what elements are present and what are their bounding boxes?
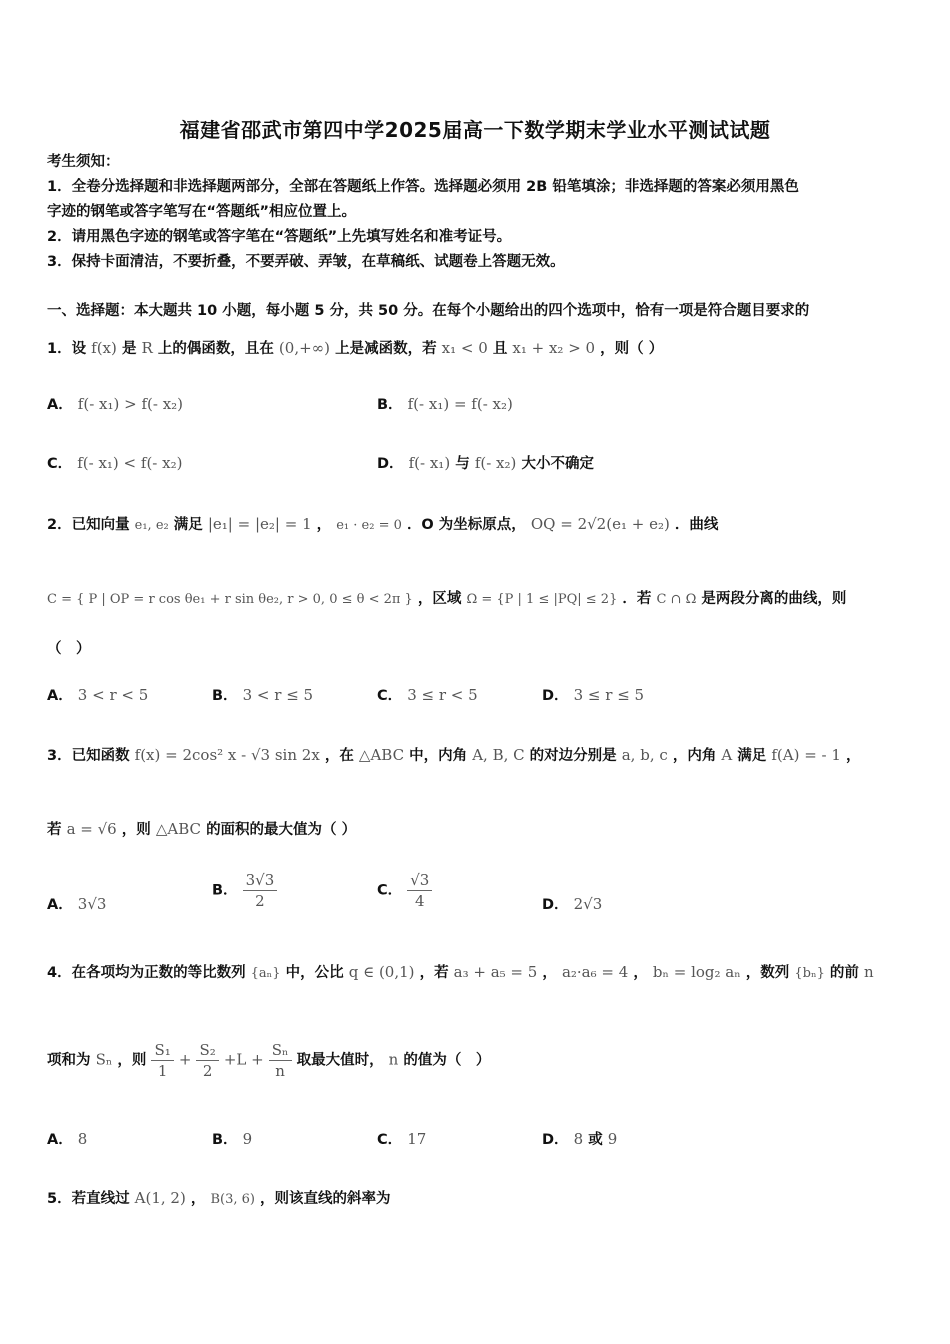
q3-option-a — [47, 893, 106, 914]
fraction-denominator: 2 — [202, 1062, 213, 1080]
q4-math: q ∈ (0,1) — [348, 963, 415, 981]
q3-text: 3．已知函数 — [47, 748, 130, 764]
q1-math: f(x) — [91, 339, 117, 357]
q1-text: ，则（ ） — [600, 341, 664, 357]
question-4 — [47, 962, 874, 984]
q2-text: 满足 — [173, 517, 203, 533]
q3-math: △ABC — [155, 820, 201, 838]
option-math: 3 < r ≤ 5 — [242, 686, 314, 704]
q3-math: f(A) = - 1 — [771, 746, 841, 764]
option-math: 8 — [77, 1130, 88, 1148]
fraction-numerator: 3√3 — [243, 870, 278, 891]
q1-text: 上是减函数，若 — [335, 341, 437, 357]
q2-math: e₁ · e₂ = 0 — [336, 518, 402, 533]
question-1 — [47, 338, 663, 359]
question-4-line-2 — [47, 1040, 490, 1081]
q4-text: 的值为（ ） — [403, 1052, 491, 1069]
q1-option-b — [377, 393, 513, 414]
q1-option-d — [377, 452, 594, 473]
option-label: B． — [377, 397, 403, 413]
option-label: D． — [542, 688, 569, 704]
q4-text: ，数列 — [745, 965, 790, 981]
q4-text: 项和为 — [47, 1052, 91, 1069]
q3-text: 若 — [47, 822, 62, 838]
fraction-numerator: S₂ — [196, 1040, 218, 1061]
q4-math: + — [178, 1050, 192, 1069]
q3-text: ，则 — [121, 822, 151, 838]
q4-text: ， — [542, 965, 557, 981]
q4-option-c — [377, 1128, 426, 1149]
option-math: f(- x₂) — [474, 454, 517, 472]
q4-text: ， — [633, 965, 648, 981]
option-math: f(- x₁) > f(- x₂) — [77, 395, 184, 413]
option-label: A． — [47, 688, 73, 704]
q4-math: n — [863, 963, 874, 981]
q2-math: |e₁| = |e₂| = 1 — [207, 515, 312, 533]
q4-text: ，若 — [419, 965, 449, 981]
option-label: C． — [47, 456, 73, 472]
q1-math: (0,+∞) — [278, 339, 331, 357]
q3-text: 满足 — [737, 748, 767, 764]
q4-text: 取最大值时， — [296, 1052, 384, 1069]
fraction-denominator: n — [275, 1062, 285, 1080]
q2-math: C ∩ Ω — [656, 592, 697, 607]
q3-text: ，在 — [324, 748, 354, 764]
q2-math: OQ = 2√2(e₁ + e₂) — [530, 515, 670, 533]
option-math: f(- x₁) — [408, 454, 451, 472]
question-3 — [47, 745, 861, 766]
q4-text: 4．在各项均为正数的等比数列 — [47, 965, 246, 981]
q3-option-b — [212, 870, 277, 911]
q1-option-a — [47, 393, 183, 414]
q3-option-c — [377, 870, 432, 911]
q1-math: x₁ < 0 — [441, 339, 488, 357]
q4-math: Sₙ — [95, 1050, 113, 1069]
option-label: B． — [212, 1132, 238, 1148]
q2-text: ．若 — [622, 591, 652, 607]
q2-text: ．曲线 — [674, 517, 719, 533]
q3-text: ，内角 — [672, 748, 717, 764]
option-label: A． — [47, 897, 73, 913]
question-2 — [47, 514, 718, 536]
q2-text: ．O 为坐标原点， — [406, 517, 526, 533]
notice-line-1a: 1．全卷分选择题和非选择题两部分，全部在答题纸上作答。选择题必须用 2B 铅笔填涂；非选择题的答案必须用黑色 — [47, 179, 799, 195]
q3-math: A — [721, 746, 733, 764]
q3-text: 的面积的最大值为（ ） — [206, 822, 357, 838]
option-math: 9 — [607, 1130, 618, 1148]
q5-text: ，则该直线的斜率为 — [260, 1191, 391, 1207]
q4-math: bₙ = log₂ aₙ — [652, 963, 741, 981]
q5-text: ， — [190, 1191, 206, 1207]
q2-option-d — [542, 684, 644, 705]
fraction — [196, 1040, 218, 1081]
question-2-line-2 — [47, 589, 846, 610]
option-math: 17 — [407, 1130, 427, 1148]
q2-math: Ω = {P | 1 ≤ |PQ| ≤ 2} — [466, 592, 618, 607]
option-math: f(- x₁) < f(- x₂) — [77, 454, 183, 472]
fraction — [407, 870, 432, 911]
q2-math: C = { P | OP = r cos θe₁ + r sin θe₂, r > 0, 0 ≤ θ < 2π } — [47, 592, 413, 607]
q2-math: e₁, e₂ — [134, 518, 169, 533]
q5-text: 5．若直线过 — [47, 1191, 130, 1207]
q3-math: a = √6 — [66, 820, 117, 838]
fraction — [269, 1040, 292, 1081]
q3-math: f(x) = 2cos² x - √3 sin 2x — [134, 746, 320, 764]
q1-text: 是 — [121, 341, 137, 357]
q1-math: x₁ + x₂ > 0 — [512, 339, 596, 357]
fraction-numerator: S₁ — [151, 1040, 173, 1061]
option-math: 3 < r < 5 — [77, 686, 149, 704]
q1-text: 1．设 — [47, 341, 87, 357]
q4-text: ，则 — [117, 1052, 147, 1069]
option-text: 或 — [588, 1132, 603, 1148]
option-label: A． — [47, 397, 73, 413]
fraction-denominator: 2 — [255, 892, 265, 910]
option-math: f(- x₁) = f(- x₂) — [407, 395, 513, 413]
q2-text: 2．已知向量 — [47, 517, 130, 533]
q3-math: a, b, c — [621, 746, 668, 764]
option-label: A． — [47, 1132, 73, 1148]
option-label: B． — [212, 688, 238, 704]
option-label: D． — [377, 456, 404, 472]
q1-text: 且 — [492, 341, 508, 357]
q4-math: {aₙ} — [250, 966, 281, 981]
fraction-denominator: 4 — [415, 892, 425, 910]
q1-math: R — [141, 339, 153, 357]
fraction-numerator: Sₙ — [269, 1040, 292, 1061]
section-heading: 一、选择题：本大题共 10 小题，每小题 5 分，共 50 分。在每个小题给出的四个选项中，恰有一项是符合题目要求的 — [47, 303, 810, 319]
q4-text: 中，公比 — [285, 965, 344, 981]
q4-math: +L + — [223, 1050, 264, 1069]
q3-text: 中，内角 — [409, 748, 468, 764]
q3-math: △ABC — [358, 746, 405, 764]
notice-line-1b: 字迹的钢笔或答字笔写在“答题纸”相应位置上。 — [47, 204, 357, 220]
q4-math: {bₙ} — [794, 966, 825, 981]
q4-math: a₃ + a₅ = 5 — [453, 963, 538, 981]
option-math: 8 — [573, 1130, 584, 1148]
q1-option-c — [47, 452, 182, 473]
q2-text: ， — [316, 517, 332, 533]
option-text: 与 — [455, 456, 470, 472]
page-title: 福建省邵武市第四中学2025届高一下数学期末学业水平测试试题 — [179, 118, 771, 142]
fraction-numerator: √3 — [407, 870, 432, 891]
option-math: 9 — [242, 1130, 253, 1148]
q4-option-d — [542, 1128, 617, 1149]
q2-option-b — [212, 684, 313, 705]
question-2-paren: （ ） — [47, 641, 91, 657]
q2-text: ，区域 — [417, 591, 462, 607]
notice-line-2: 2．请用黑色字迹的钢笔或答字笔在“答题纸”上先填写姓名和准考证号。 — [47, 229, 512, 245]
option-label: C． — [377, 1132, 403, 1148]
q2-text: 是两段分离的曲线，则 — [701, 591, 847, 607]
option-label: C． — [377, 688, 403, 704]
option-label: D． — [542, 1132, 569, 1148]
q5-math: B(3, 6) — [210, 1192, 255, 1207]
q4-text: 的前 — [829, 965, 859, 981]
q5-math: A(1, 2) — [134, 1189, 186, 1207]
q3-option-d — [542, 893, 602, 914]
q1-text: 上的偶函数，且在 — [157, 341, 274, 357]
fraction-denominator: 1 — [157, 1062, 168, 1080]
option-math: 3 ≤ r ≤ 5 — [573, 686, 645, 704]
q4-option-b — [212, 1128, 252, 1149]
notice-heading: 考生须知： — [47, 154, 120, 170]
option-label: D． — [542, 897, 569, 913]
q2-option-a — [47, 684, 148, 705]
option-math: 3 ≤ r < 5 — [407, 686, 478, 704]
q4-math: a₂·a₆ = 4 — [561, 963, 629, 981]
option-label: B． — [212, 882, 238, 899]
q4-option-a — [47, 1128, 87, 1149]
question-3-line-2 — [47, 819, 356, 840]
option-math: 2√3 — [573, 895, 603, 913]
question-5 — [47, 1188, 391, 1210]
notice-line-3: 3．保持卡面清洁，不要折叠，不要弄破、弄皱，在草稿纸、试题卷上答题无效。 — [47, 254, 565, 270]
q3-text: ， — [846, 748, 861, 764]
q3-math: A, B, C — [472, 746, 525, 764]
fraction — [243, 870, 278, 911]
q2-option-c — [377, 684, 478, 705]
fraction — [151, 1040, 173, 1081]
option-label: C． — [377, 882, 403, 899]
option-math: 3√3 — [77, 895, 107, 913]
option-text: 大小不确定 — [521, 456, 594, 472]
q4-math: n — [388, 1050, 399, 1069]
q3-text: 的对边分别是 — [529, 748, 617, 764]
